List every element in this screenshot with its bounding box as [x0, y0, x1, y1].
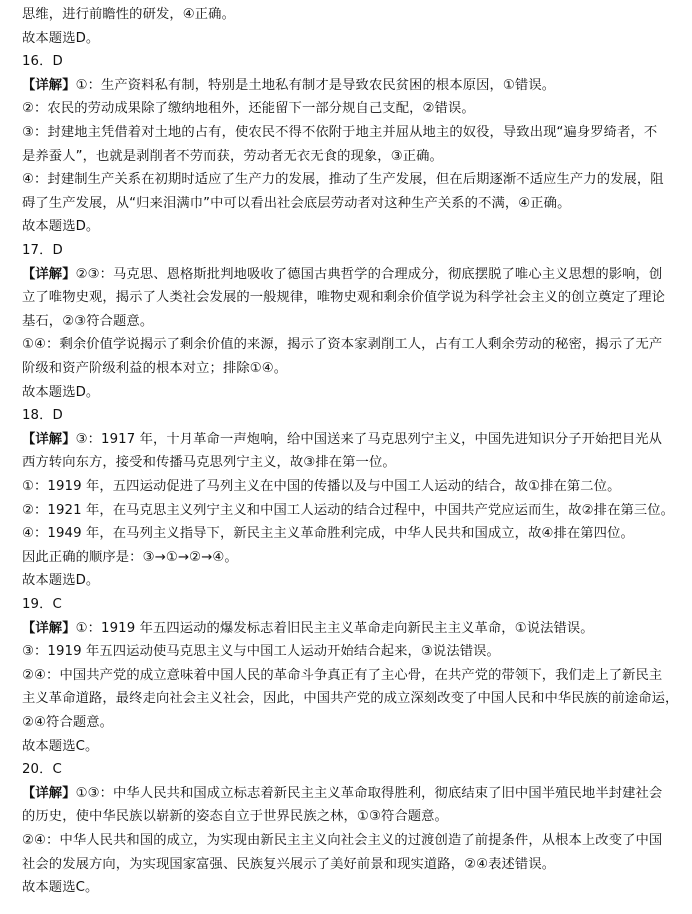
line-text: ②④：中国共产党的成立意味着中国人民的革命斗争真正有了主心骨，在共产党的带领下，我们走上了新民主	[22, 667, 663, 683]
line-text: 19．C	[22, 597, 62, 612]
text-line	[22, 406, 682, 426]
explanation-line	[22, 619, 682, 639]
text-line	[22, 52, 682, 72]
line-text: ②：1921 年，在马克思主义列宁主义和中国工人运动的结合过程中，中国共产党应运而生，故②排在第三位。	[22, 502, 675, 518]
line-text: 18．D	[22, 408, 63, 424]
explanation-line	[22, 784, 682, 804]
text-line	[22, 170, 682, 190]
text-line	[22, 241, 682, 261]
line-text: ①③：中华人民共和国成立标志着新民主主义革命取得胜利，彻底结束了旧中国半殖民地半封建社会	[75, 785, 663, 801]
line-text: ④：1949 年，在马列主义指导下，新民主主义革命胜利完成，中华人民共和国成立，故④排在第四位。	[22, 526, 634, 542]
text-line	[22, 288, 682, 308]
text-line	[22, 477, 682, 497]
text-line	[22, 571, 682, 591]
explanation-line	[22, 76, 682, 96]
text-line	[22, 217, 682, 237]
line-text: 16．D	[22, 54, 63, 70]
line-text: 立了唯物史观，揭示了人类社会发展的一般规律，唯物史观和剩余价值学说为科学社会主义的创立奠定了理论	[22, 290, 666, 306]
line-text: ①④：剩余价值学说揭示了剩余价值的来源，揭示了资本家剥削工人，占有工人剩余劳动的秘密，揭示了无产	[22, 337, 663, 353]
text-line	[22, 147, 682, 167]
text-line	[22, 831, 682, 851]
text-line	[22, 524, 682, 544]
line-text: 故本题选D。	[22, 219, 100, 235]
text-line	[22, 642, 682, 662]
text-line	[22, 737, 682, 757]
text-line	[22, 453, 682, 473]
line-text: 故本题选D。	[22, 30, 100, 46]
detail-label: 【详解】	[22, 77, 76, 93]
text-line	[22, 194, 682, 214]
line-text: ①：1919 年五四运动的爆发标志着旧民主主义革命走向新民主主义革命，①说法错误。	[75, 620, 594, 636]
text-line	[22, 807, 682, 827]
detail-label: 【详解】	[22, 431, 76, 447]
line-text: 主义革命道路，最终走向社会主义社会，因此，中国共产党的成立深刻改变了中国人民和中华民族的前途命运，	[22, 691, 679, 707]
text-line	[22, 760, 682, 780]
line-text: 阶级和资产阶级利益的根本对立；排除①④。	[22, 361, 288, 376]
text-line	[22, 855, 682, 875]
text-line	[22, 595, 682, 615]
line-text: ②④符合题意。	[22, 715, 114, 730]
text-line	[22, 666, 682, 686]
detail-label: 【详解】	[22, 266, 76, 282]
text-line	[22, 123, 682, 143]
text-line	[22, 5, 682, 25]
line-text: 17．D	[22, 243, 63, 258]
line-text: 20．C	[22, 762, 62, 778]
line-text: 碍了生产发展，从“归来泪满巾”中可以看出社会底层劳动者对这种生产关系的不满，④正确。	[22, 195, 571, 211]
line-text: 社会的发展方向，为实现国家富强、民族复兴展示了美好前景和现实道路，②④表述错误。	[22, 856, 556, 872]
detail-label: 【详解】	[22, 785, 76, 801]
line-text: 是养蚕人”，也就是剥削者不劳而获，劳动者无衣无食的现象，③正确。	[22, 148, 443, 164]
line-text: ②④：中华人民共和国的成立，为实现由新民主主义向社会主义的过渡创造了前提条件，从根本上改变了中国	[22, 833, 663, 848]
text-line	[22, 548, 682, 568]
line-text: 故本题选D。	[22, 384, 100, 400]
explanation-line	[22, 430, 682, 450]
line-text: 故本题选C。	[22, 738, 99, 754]
text-line	[22, 312, 682, 332]
text-line	[22, 335, 682, 355]
detail-label: 【详解】	[22, 620, 76, 636]
text-line	[22, 383, 682, 403]
text-line	[22, 689, 682, 709]
line-text: ②：农民的劳动成果除了缴纳地租外，还能留下一部分规自己支配，②错误。	[22, 101, 475, 117]
line-text: ①：1919 年，五四运动促进了马列主义在中国的传播以及与中国工人运动的结合，故①排在第二位。	[22, 479, 621, 494]
text-line	[22, 878, 682, 898]
text-line	[22, 713, 682, 733]
line-text: 西方转向东方，接受和传播马克思列宁主义，故③排在第一位。	[22, 455, 396, 471]
line-text: ③：封建地主凭借着对土地的占有，使农民不得不依附于地主并屈从地主的奴役，导致出现“遍身罗绮者，不	[22, 125, 658, 140]
text-line	[22, 99, 682, 119]
line-text: ③：1919 年五四运动使马克思主义与中国工人运动开始结合起来，③说法错误。	[22, 644, 500, 660]
line-text: 的历史，使中华民族以崭新的姿态自立于世界民族之林，①③符合题意。	[22, 809, 448, 825]
text-line	[22, 359, 682, 379]
line-text: 故本题选C。	[22, 880, 99, 896]
line-text: 因此正确的顺序是：③→①→②→④。	[22, 549, 238, 565]
text-line	[22, 501, 682, 521]
line-text: ③：1917 年，十月革命一声炮响，给中国送来了马克思列宁主义，中国先进知识分子开始把目光从	[75, 431, 663, 447]
line-text: 基石，②③符合题意。	[22, 313, 154, 329]
line-text: ②③：马克思、恩格斯批判地吸收了德国古典哲学的合理成分，彻底摆脱了唯心主义思想的影响，创	[75, 266, 663, 282]
explanation-line	[22, 265, 682, 285]
line-text: ④：封建制生产关系在初期时适应了生产力的发展，推动了生产发展，但在后期逐渐不适应生产力的发展，阻	[22, 172, 664, 188]
text-line	[22, 29, 682, 49]
line-text: 故本题选D。	[22, 573, 100, 589]
line-text: ①：生产资料私有制，特别是土地私有制才是导致农民贫困的根本原因，①错误。	[75, 77, 556, 93]
line-text: 思维，进行前瞻性的研发，④正确。	[22, 7, 235, 22]
